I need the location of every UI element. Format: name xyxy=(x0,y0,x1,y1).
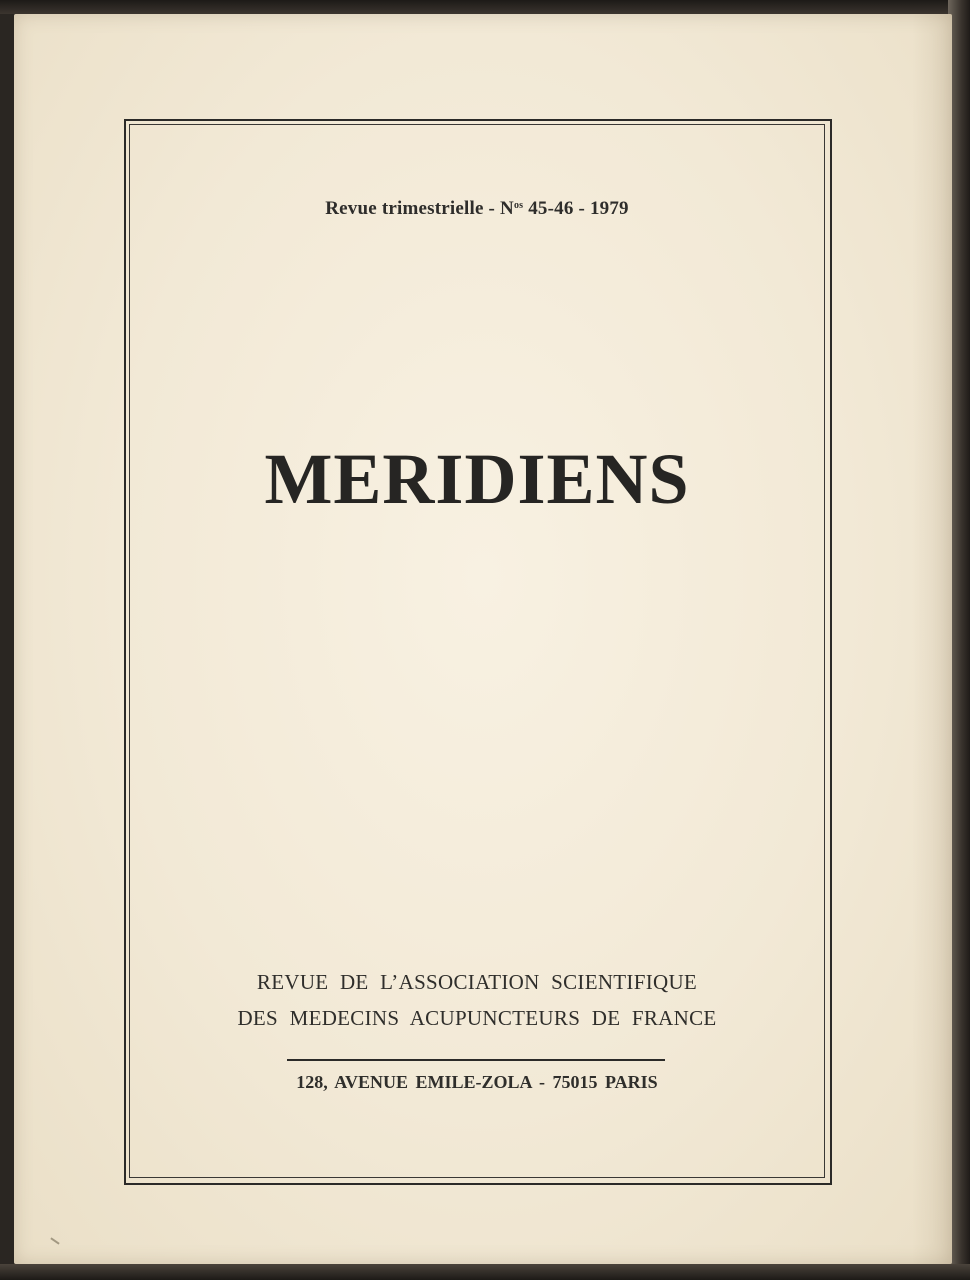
issue-subtitle-suffix: 45-46 - 1979 xyxy=(523,198,629,219)
issue-number-abbrev: os xyxy=(513,200,524,211)
association-line-1: REVUE DE L’ASSOCIATION SCIENTIFIQUE xyxy=(256,970,698,994)
paper-nick-mark xyxy=(50,1237,59,1244)
issue-subtitle xyxy=(129,198,825,220)
scan-background-top xyxy=(0,0,970,14)
journal-title: MERIDIENS xyxy=(264,439,690,519)
cover-edge-shadow xyxy=(912,14,952,1264)
publisher-address: 128, AVENUE EMILE-ZOLA - 75015 PARIS xyxy=(296,1072,658,1092)
association-line-2: DES MEDECINS ACUPUNCTEURS DE FRANCE xyxy=(237,1006,717,1030)
journal-cover xyxy=(14,14,952,1264)
scan-background-bottom xyxy=(0,1264,970,1280)
address-divider xyxy=(287,1059,665,1061)
issue-subtitle-prefix: Revue trimestrielle - N xyxy=(325,198,514,219)
